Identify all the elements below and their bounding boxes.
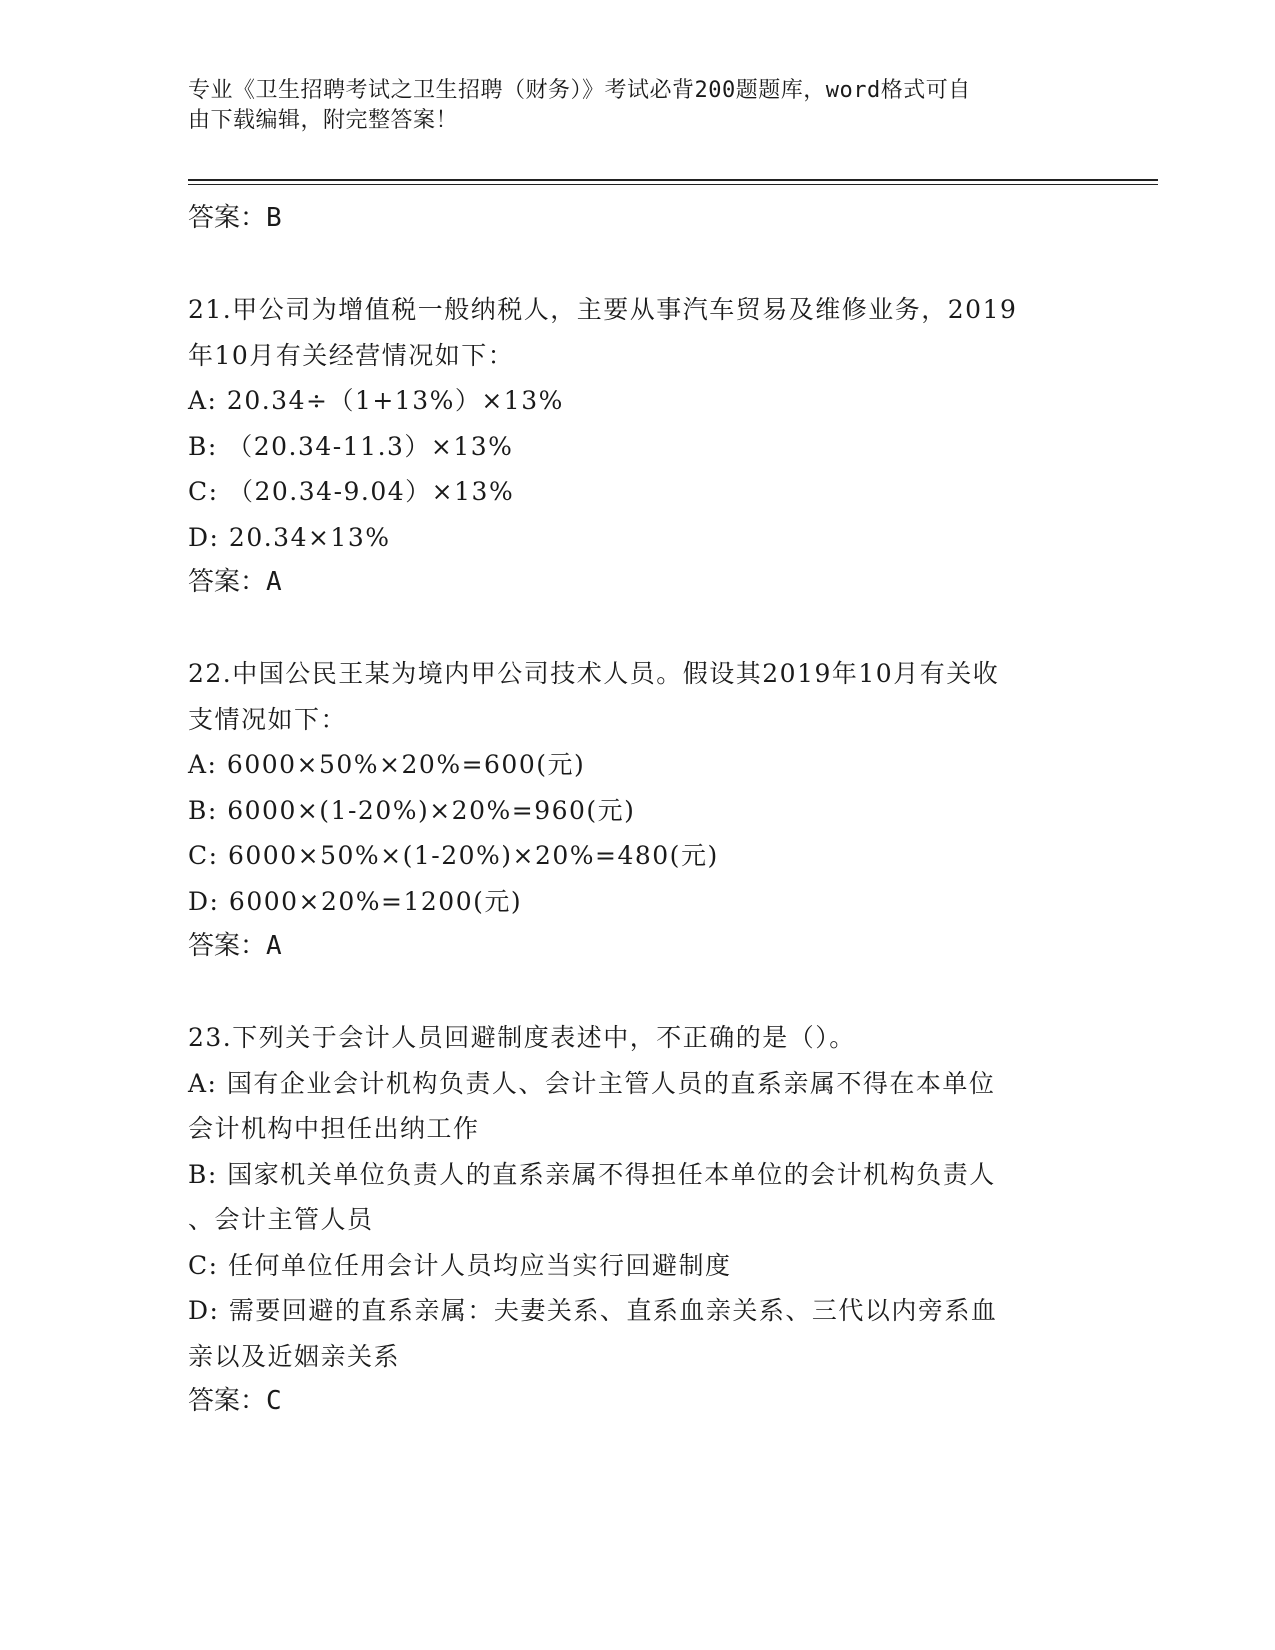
option-b: B: 6000×(1-20%)×20%=960(元) (188, 795, 636, 825)
option-d: D: 6000×20%=1200(元) (188, 886, 523, 916)
question-block (188, 287, 1088, 605)
question-block (188, 651, 1088, 969)
question-stem-line: 22.中国公民王某为境内甲公司技术人员。假设其2019年10月有关收 (188, 659, 1000, 688)
option-d-continued: 亲以及近姻亲关系 (188, 1341, 401, 1371)
header-rule-thin (188, 184, 1158, 185)
question-stem-line: 年10月有关经营情况如下： (188, 340, 515, 370)
previous-answer: 答案：B (188, 203, 282, 233)
option-b: B: （20.34-11.3）×13% (188, 431, 514, 461)
header-line-1: 专业《卫生招聘考试之卫生招聘（财务）》考试必背200题题库，word格式可自 (188, 78, 971, 103)
option-a: A: 6000×50%×20%=600(元) (188, 750, 586, 779)
question-stem-line: 21.甲公司为增值税一般纳税人，主要从事汽车贸易及维修业务，2019 (188, 295, 1018, 324)
option-a-continued: 会计机构中担任出纳工作 (188, 1114, 480, 1143)
option-d: D: 需要回避的直系亲属：夫妻关系、直系血亲关系、三代以内旁系血 (188, 1296, 998, 1325)
header-rule-thick (188, 179, 1158, 181)
question-stem-line: 支情况如下： (188, 704, 348, 734)
header-line-2: 由下载编辑，附完整答案！ (188, 108, 459, 133)
option-c: C: （20.34-9.04）×13% (188, 477, 515, 506)
answer: 答案：A (188, 567, 282, 597)
question-list (188, 188, 1088, 1424)
option-c: C: 6000×50%×(1-20%)×20%=480(元) (188, 841, 719, 870)
option-b-continued: 、会计主管人员 (188, 1205, 374, 1234)
option-a: A: 国有企业会计机构负责人、会计主管人员的直系亲属不得在本单位 (188, 1068, 996, 1098)
document-header (188, 76, 1078, 136)
answer: 答案：C (188, 1386, 282, 1416)
question-stem-line: 23.下列关于会计人员回避制度表述中，不正确的是（）。 (188, 1023, 856, 1052)
question-block (188, 1015, 1088, 1424)
option-c: C: 任何单位任用会计人员均应当实行回避制度 (188, 1250, 732, 1280)
answer: 答案：A (188, 931, 282, 961)
option-d: D: 20.34×13% (188, 522, 391, 552)
option-a: A: 20.34÷（1+13%）×13% (188, 386, 564, 415)
option-b: B: 国家机关单位负责人的直系亲属不得担任本单位的会计机构负责人 (188, 1159, 996, 1189)
